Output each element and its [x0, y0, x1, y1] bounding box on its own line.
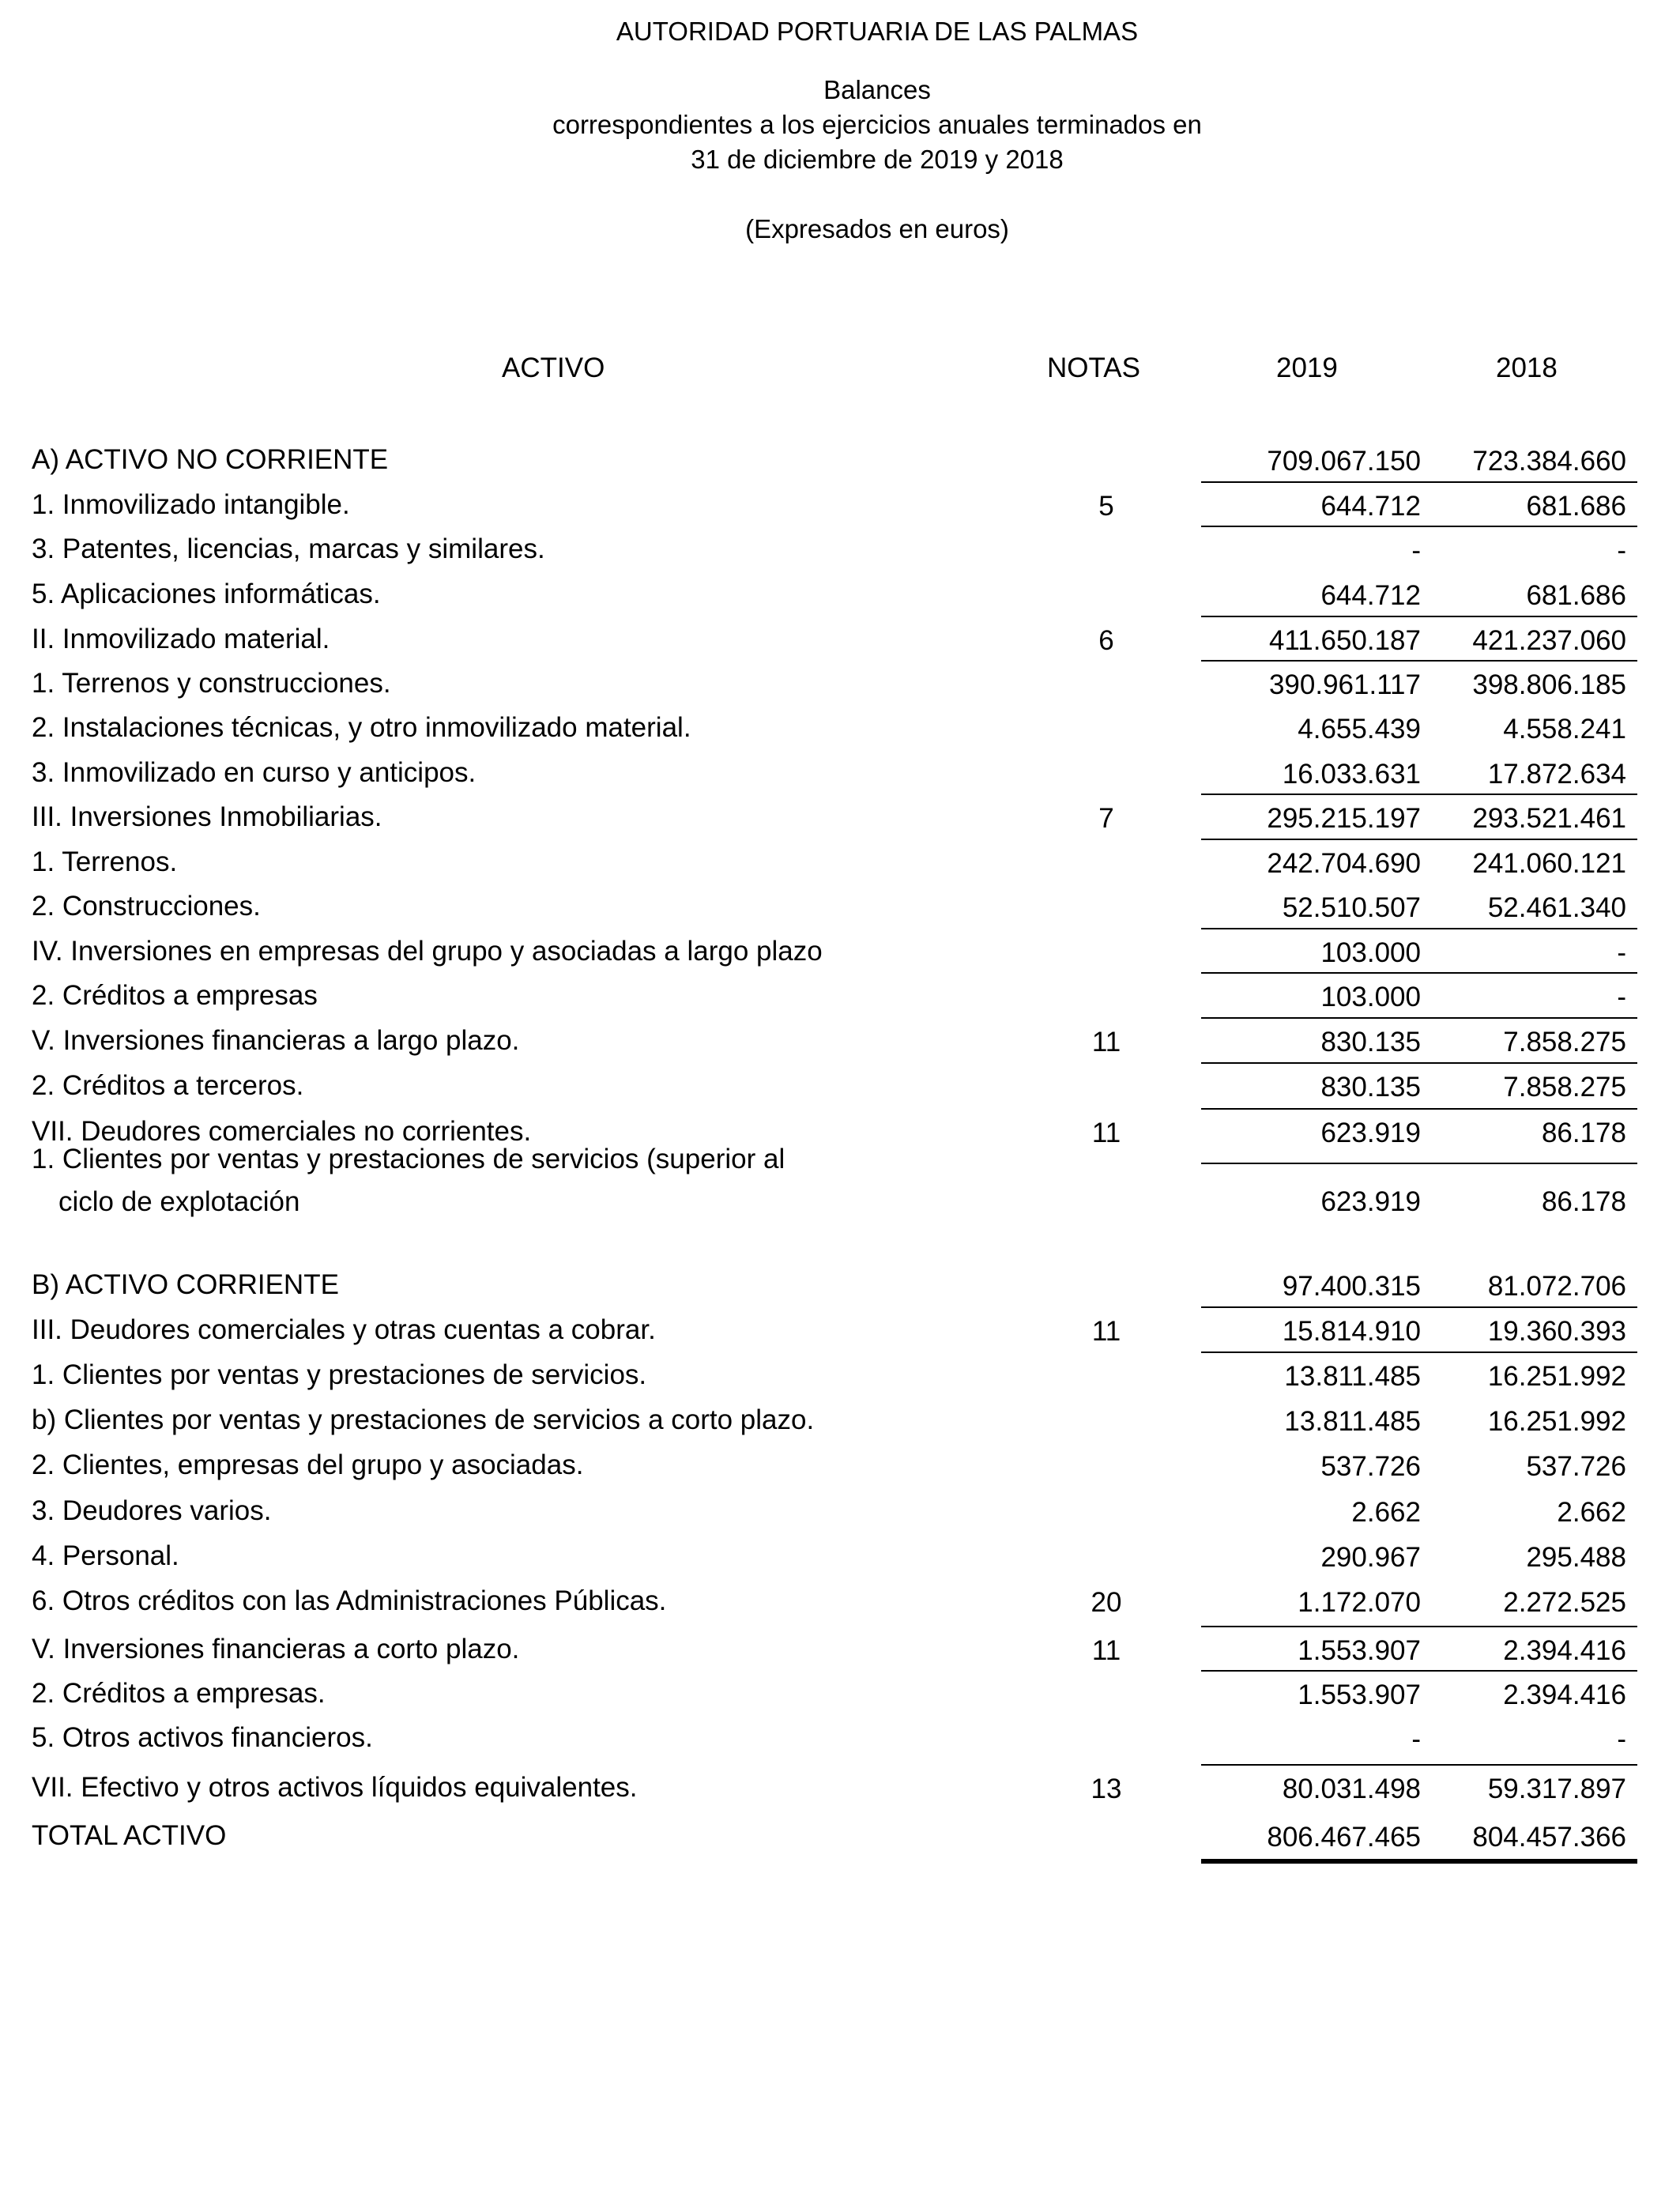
- row-value-2019: 15.814.910: [1282, 1316, 1421, 1347]
- row-label: 3. Deudores varios.: [32, 1495, 272, 1526]
- row-label: 2. Créditos a empresas.: [32, 1678, 326, 1709]
- subtotal-rule: [1201, 481, 1637, 483]
- row-value-2018: 2.394.416: [1503, 1635, 1626, 1666]
- row-label: 2. Instalaciones técnicas, y otro inmovilizado material.: [32, 712, 691, 743]
- row-value-2018: 52.461.340: [1487, 892, 1626, 923]
- table-row: [32, 1717, 1644, 1757]
- table-row: [32, 1491, 1644, 1530]
- table-row: [32, 1265, 1644, 1304]
- table-row: [32, 1144, 1644, 1251]
- row-label-continuation: ciclo de explotación: [58, 1186, 300, 1217]
- row-value-2018: -: [1617, 937, 1626, 968]
- subtotal-rule: [1201, 1108, 1637, 1110]
- row-value-2018: -: [1617, 535, 1626, 566]
- statement-period: 31 de diciembre de 2019 y 2018: [691, 145, 1064, 174]
- row-value-2018: 2.394.416: [1503, 1679, 1626, 1710]
- row-label: 2. Créditos a empresas: [32, 980, 318, 1011]
- entity-name: AUTORIDAD PORTUARIA DE LAS PALMAS: [616, 17, 1139, 46]
- row-label: 5. Aplicaciones informáticas.: [32, 579, 381, 609]
- row-label: 2. Créditos a terceros.: [32, 1070, 304, 1101]
- subtotal-rule: [1201, 1306, 1637, 1308]
- currency-note: (Expresados en euros): [745, 214, 1009, 243]
- column-header-2019: 2019: [1276, 352, 1338, 383]
- row-value-2018: -: [1617, 1724, 1626, 1755]
- row-value-2019: 295.215.197: [1267, 803, 1421, 834]
- row-value-2019: 2.662: [1351, 1497, 1421, 1528]
- subtotal-rule: [1201, 660, 1637, 662]
- row-label: 6. Otros créditos con las Administraciones Públicas.: [32, 1585, 667, 1616]
- row-label: 4. Personal.: [32, 1540, 179, 1571]
- row-nota: 6: [1098, 625, 1114, 656]
- row-value-2019: 709.067.150: [1267, 446, 1421, 477]
- table-row: [32, 574, 1644, 613]
- table-row: [32, 1020, 1644, 1060]
- table-row: [32, 529, 1644, 568]
- table-row: [32, 707, 1644, 747]
- row-nota: 11: [1091, 1635, 1121, 1666]
- row-value-2019: -: [1411, 535, 1421, 566]
- row-value-2018: 241.060.121: [1472, 848, 1626, 879]
- column-header-activo: ACTIVO: [502, 352, 605, 383]
- row-nota: 11: [1091, 1316, 1121, 1347]
- table-row: [32, 752, 1644, 792]
- row-label: 1. Inmovilizado intangible.: [32, 489, 350, 520]
- row-value-2019: 1.553.907: [1298, 1635, 1421, 1666]
- table-row: [32, 886, 1644, 925]
- table-row: [32, 619, 1644, 658]
- row-label: 3. Patentes, licencias, marcas y similares.: [32, 533, 545, 564]
- column-header-2018: 2018: [1496, 352, 1558, 383]
- row-nota: 7: [1098, 803, 1114, 834]
- row-value-2018: 59.317.897: [1487, 1774, 1626, 1804]
- row-label: A) ACTIVO NO CORRIENTE: [32, 444, 389, 475]
- row-value-2019: 80.031.498: [1282, 1774, 1421, 1804]
- row-label: 1. Clientes por ventas y prestaciones de servicios.: [32, 1359, 647, 1390]
- row-nota: 11: [1091, 1118, 1121, 1148]
- row-value-2019: 4.655.439: [1298, 714, 1421, 745]
- row-label: 1. Terrenos.: [32, 846, 178, 877]
- row-value-2018: 2.272.525: [1503, 1587, 1626, 1618]
- row-label: II. Inmovilizado material.: [32, 624, 330, 654]
- row-value-2018: 537.726: [1526, 1451, 1626, 1482]
- row-value-2018: 7.858.275: [1503, 1027, 1626, 1057]
- row-label: 3. Inmovilizado en curso y anticipos.: [32, 757, 477, 788]
- row-value-2018: 421.237.060: [1472, 625, 1626, 656]
- row-label: 1. Clientes por ventas y prestaciones de servicios (superior al: [32, 1144, 785, 1174]
- subtotal-rule: [1201, 616, 1637, 617]
- row-value-2019: 830.135: [1320, 1027, 1421, 1057]
- row-label: B) ACTIVO CORRIENTE: [32, 1269, 339, 1300]
- row-nota: 11: [1091, 1027, 1121, 1057]
- row-value-2018: 2.662: [1557, 1497, 1626, 1528]
- row-value-2019: 644.712: [1320, 580, 1421, 611]
- row-value-2018: 16.251.992: [1487, 1361, 1626, 1392]
- table-row: [32, 1400, 1644, 1439]
- table-row: [32, 931, 1644, 971]
- row-value-2019: -: [1411, 1724, 1421, 1755]
- row-value-2018: 804.457.366: [1472, 1822, 1626, 1853]
- row-value-2018: 398.806.185: [1472, 669, 1626, 700]
- row-value-2019: 52.510.507: [1282, 892, 1421, 923]
- subtotal-rule: [1201, 526, 1637, 527]
- row-value-2018: 293.521.461: [1472, 803, 1626, 834]
- row-value-2018: 86.178: [1541, 1118, 1626, 1148]
- table-row: [32, 1065, 1644, 1105]
- statement-title: Balances: [823, 75, 931, 104]
- row-label: VII. Efectivo y otros activos líquidos equivalentes.: [32, 1772, 638, 1803]
- row-value-2019: 537.726: [1320, 1451, 1421, 1482]
- subtotal-rule: [1201, 1764, 1637, 1766]
- row-value-2018: 681.686: [1526, 580, 1626, 611]
- subtotal-rule: [1201, 972, 1637, 974]
- row-label: VII. Deudores comerciales no corrientes.: [32, 1116, 532, 1147]
- row-label: 2. Clientes, empresas del grupo y asociadas.: [32, 1449, 584, 1480]
- table-row: [32, 1815, 1644, 1855]
- statement-subtitle: correspondientes a los ejercicios anuales terminados en: [552, 110, 1202, 139]
- row-label: TOTAL ACTIVO: [32, 1820, 227, 1851]
- subtotal-rule: [1201, 1670, 1637, 1672]
- row-value-2018: 7.858.275: [1503, 1072, 1626, 1103]
- row-value-2019: 16.033.631: [1282, 759, 1421, 790]
- row-value-2018: 681.686: [1526, 491, 1626, 522]
- subtotal-rule: [1201, 839, 1637, 840]
- row-label: 5. Otros activos financieros.: [32, 1722, 373, 1753]
- row-value-2018: 16.251.992: [1487, 1406, 1626, 1437]
- row-value-2018: 17.872.634: [1487, 759, 1626, 790]
- row-value-2019: 242.704.690: [1267, 848, 1421, 879]
- row-label: III. Deudores comerciales y otras cuentas a cobrar.: [32, 1314, 656, 1345]
- table-row: [32, 663, 1644, 703]
- table-row: [32, 1445, 1644, 1484]
- subtotal-rule: [1201, 794, 1637, 795]
- row-value-2019: 1.172.070: [1298, 1587, 1421, 1618]
- row-value-2019: 1.553.907: [1298, 1679, 1421, 1710]
- row-value-2018: 86.178: [1541, 1186, 1626, 1217]
- table-row: [32, 1629, 1644, 1668]
- row-value-2019: 97.400.315: [1282, 1271, 1421, 1302]
- row-value-2019: 290.967: [1320, 1542, 1421, 1573]
- subtotal-rule: [1201, 1062, 1637, 1064]
- subtotal-rule: [1201, 1163, 1637, 1164]
- row-value-2019: 103.000: [1320, 937, 1421, 968]
- table-row: [32, 439, 1644, 479]
- row-value-2018: -: [1617, 982, 1626, 1012]
- row-value-2019: 623.919: [1320, 1118, 1421, 1148]
- row-value-2018: 4.558.241: [1503, 714, 1626, 745]
- row-value-2018: 19.360.393: [1487, 1316, 1626, 1347]
- row-value-2019: 13.811.485: [1284, 1406, 1421, 1437]
- row-label: IV. Inversiones en empresas del grupo y asociadas a largo plazo: [32, 936, 823, 967]
- row-nota: 20: [1090, 1587, 1122, 1618]
- row-nota: 13: [1090, 1774, 1122, 1804]
- row-value-2019: 411.650.187: [1268, 625, 1421, 656]
- table-row: [32, 797, 1644, 836]
- table-row: [32, 975, 1644, 1015]
- table-row: [32, 1673, 1644, 1713]
- row-nota: 5: [1098, 491, 1114, 522]
- subtotal-rule: [1201, 928, 1637, 929]
- row-label: III. Inversiones Inmobiliarias.: [32, 801, 382, 832]
- row-label: V. Inversiones financieras a largo plazo.: [32, 1025, 520, 1056]
- row-value-2018: 81.072.706: [1487, 1271, 1626, 1302]
- subtotal-rule: [1201, 1351, 1637, 1353]
- row-value-2018: 295.488: [1526, 1542, 1626, 1573]
- subtotal-rule: [1201, 1017, 1637, 1019]
- row-value-2019: 830.135: [1320, 1072, 1421, 1103]
- row-value-2018: 723.384.660: [1472, 446, 1626, 477]
- row-value-2019: 13.811.485: [1284, 1361, 1421, 1392]
- table-row: [32, 1581, 1644, 1620]
- row-label: 1. Terrenos y construcciones.: [32, 668, 391, 699]
- column-header-notas: NOTAS: [1047, 352, 1140, 383]
- row-value-2019: 623.919: [1320, 1186, 1421, 1217]
- row-value-2019: 390.961.117: [1268, 669, 1421, 700]
- row-value-2019: 644.712: [1320, 491, 1421, 522]
- row-label: b) Clientes por ventas y prestaciones de servicios a corto plazo.: [32, 1404, 815, 1435]
- row-label: 2. Construcciones.: [32, 891, 261, 922]
- table-row: [32, 842, 1644, 881]
- row-value-2019: 806.467.465: [1267, 1822, 1421, 1853]
- row-value-2019: 103.000: [1320, 982, 1421, 1012]
- table-row: [32, 484, 1644, 524]
- table-row: [32, 1767, 1644, 1807]
- total-underline: [1201, 1859, 1637, 1864]
- row-label: V. Inversiones financieras a corto plazo.: [32, 1634, 520, 1664]
- subtotal-rule: [1201, 1626, 1637, 1627]
- table-row: [32, 1355, 1644, 1394]
- table-row: [32, 1536, 1644, 1575]
- table-row: [32, 1310, 1644, 1349]
